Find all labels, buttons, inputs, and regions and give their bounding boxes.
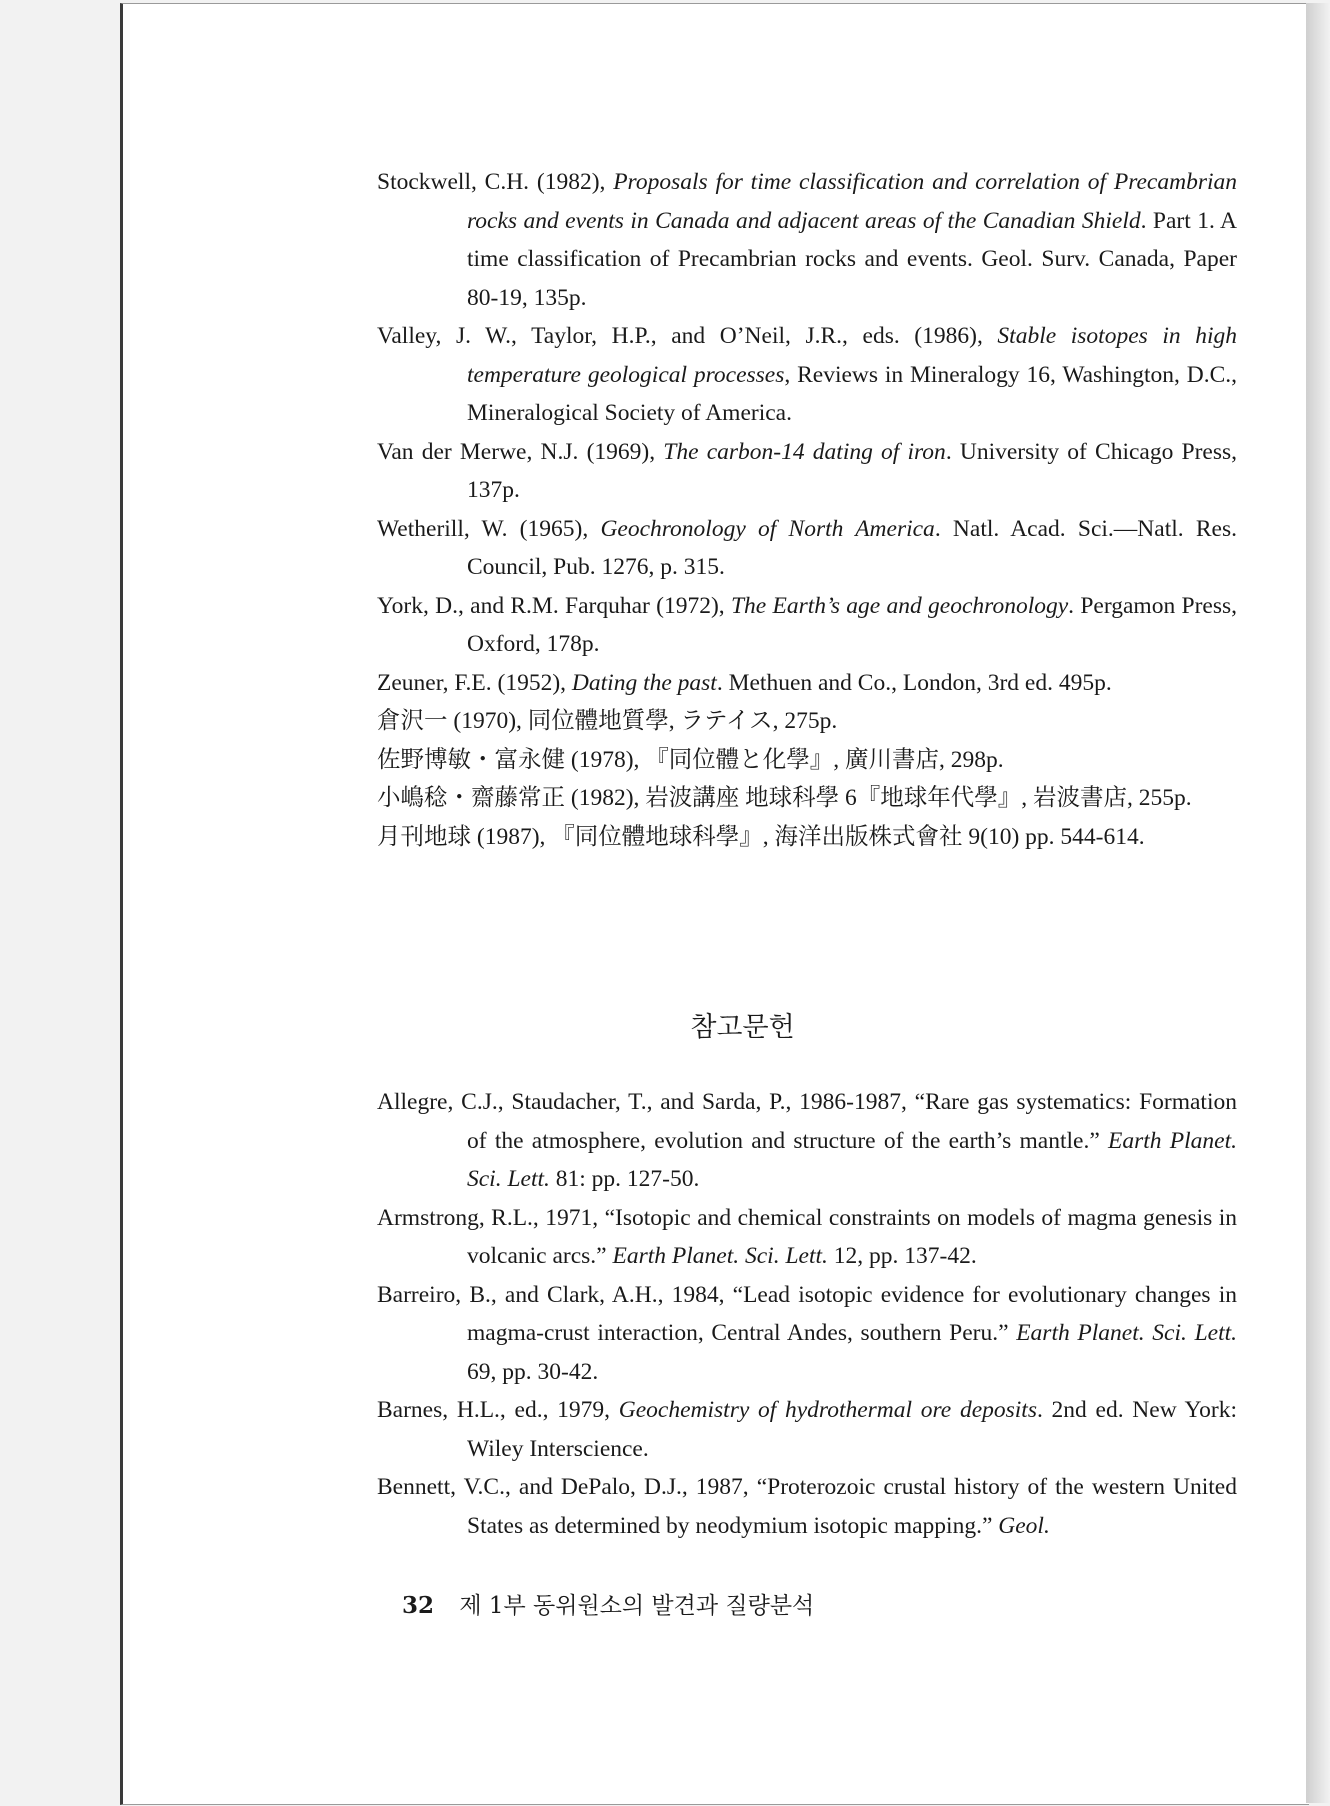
- reference-entry-cjk: 小嶋稔・齋藤常正 (1982), 岩波講座 地球科學 6『地球年代學』, 岩波書店, 255p.: [377, 785, 1192, 811]
- reference-list-bottom: [377, 1083, 1237, 1545]
- reference-entry: Wetherill, W. (1965), Geochronology of North America. Natl. Acad. Sci.—Natl. Res. Council, Pub. 1276, p. 315.: [377, 515, 1238, 580]
- reference-list-top: [377, 163, 1237, 856]
- reference-entry-cjk: 佐野博敏・富永健 (1978), 『同位體と化學』, 廣川書店, 298p.: [377, 746, 1004, 773]
- running-title: 제 1부 동위원소의 발견과 질량분석: [459, 1593, 815, 1619]
- page-number: 32: [402, 1592, 435, 1619]
- reference-entry: Barnes, H.L., ed., 1979, Geochemistry of hydrothermal ore deposits. 2nd ed. New York: Wiley Interscience.: [377, 1397, 1237, 1462]
- reference-entry-cjk: 月刊地球 (1987), 『同位體地球科學』, 海洋出版株式會社 9(10) pp. 544-614.: [377, 823, 1145, 850]
- reference-entry: Bennett, V.C., and DePalo, D.J., 1987, “Proterozoic crustal history of the western United States as determined by neodymium isotopic mapping.” Geol.: [377, 1474, 1237, 1539]
- reference-entry: Armstrong, R.L., 1971, “Isotopic and chemical constraints on models of magma genesis in volcanic arcs.” Earth Planet. Sci. Lett. 12, pp. 137-42.: [377, 1204, 1237, 1269]
- section-heading: 참고문헌: [690, 1012, 795, 1043]
- reference-entry-cjk: 倉沢一 (1970), 同位體地質學, ラテイス, 275p.: [377, 708, 838, 734]
- reference-entry: Stockwell, C.H. (1982), Proposals for time classification and correlation of Precambrian rocks and events in Canada and adjacent areas of the Canadian Shield. Part 1. A time classification of Precambrian rocks and events. Geol. Surv. Canada, Paper 80-19, 135p.: [377, 169, 1238, 311]
- reference-entry: Barreiro, B., and Clark, A.H., 1984, “Lead isotopic evidence for evolutionary changes in magma-crust interaction, Central Andes, southern Peru.” Earth Planet. Sci. Lett. 69, pp. 30-42.: [377, 1281, 1237, 1385]
- reference-entry: Valley, J. W., Taylor, H.P., and O’Neil, J.R., eds. (1986), Stable isotopes in high temperature geological processes, Reviews in Mineralogy 16, Washington, D.C., Mineralogical Society of America.: [377, 323, 1238, 426]
- reference-entry: York, D., and R.M. Farquhar (1972), The Earth’s age and geochronology. Pergamon Press, Oxford, 178p.: [377, 592, 1237, 657]
- reference-entry: Zeuner, F.E. (1952), Dating the past. Methuen and Co., London, 3rd ed. 495p.: [377, 669, 1112, 696]
- reference-entry: Van der Merwe, N.J. (1969), The carbon-14 dating of iron. University of Chicago Press, 137p.: [377, 438, 1238, 503]
- page-footer: [402, 1587, 814, 1620]
- page-edge-shadow: [1306, 3, 1330, 1803]
- reference-entry: Allegre, C.J., Staudacher, T., and Sarda, P., 1986-1987, “Rare gas systematics: Formation of the atmosphere, evolution and structure of the earth’s mantle.” Earth Planet. Sci. Lett. 81: pp. 127-50.: [377, 1089, 1238, 1192]
